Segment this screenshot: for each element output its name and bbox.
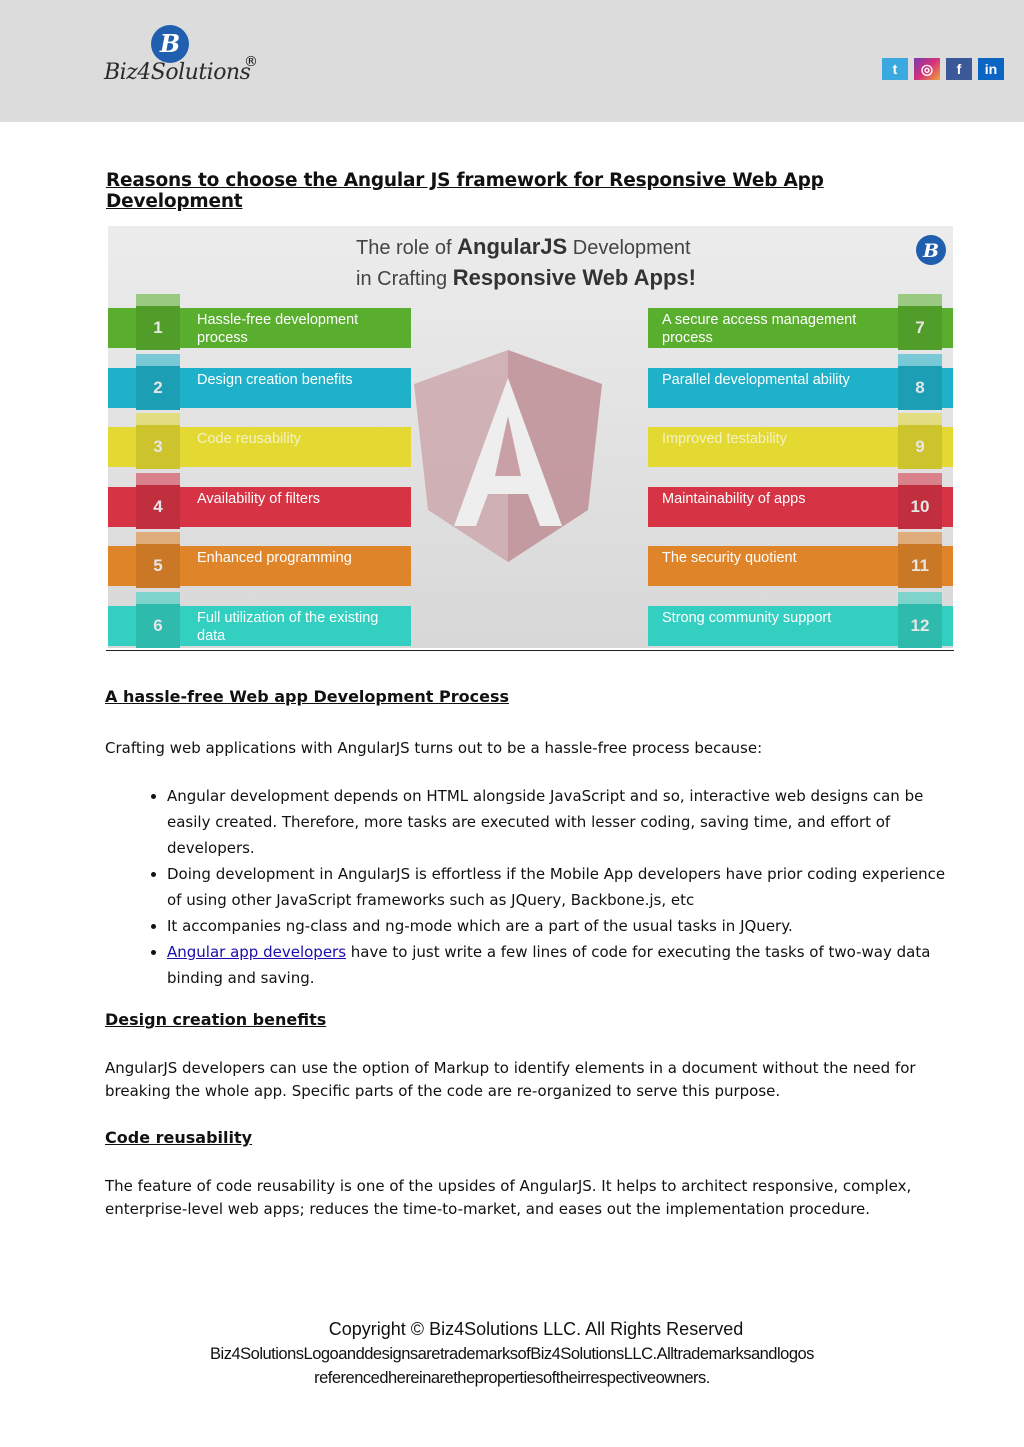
trademark-text-1: Biz4SolutionsLogoanddesignsaretrademarksofBiz4SolutionsLLC.Alltrademarksandlogos [210,1345,814,1363]
biz4solutions-logo[interactable] [104,24,274,94]
heading-l2-bold: Responsive Web Apps! [452,265,696,290]
infographic-item-12 [648,606,953,646]
heading-l1-post: Development [567,237,691,259]
item-label: Availability of filters [197,491,321,507]
instagram-icon[interactable]: ◎ [914,58,940,80]
item-label: Strong community support [662,610,832,626]
item-label: A secure access management process [662,312,857,346]
item-number: 7 [898,306,942,350]
heading-l1-bold: AngularJS [457,234,568,259]
angular-app-developers-link[interactable]: Angular app developers [167,943,347,961]
logo-text: Biz4Solutions [104,60,251,85]
infographic-item-10 [648,487,953,527]
infographic-heading [356,232,696,294]
infographic-item-5 [108,546,411,586]
list-item [167,939,955,991]
item-number: 5 [136,544,180,588]
page-title: Reasons to choose the Angular JS framework for Responsive Web App Development [106,170,824,212]
page-header [0,0,1024,122]
infographic-logo-icon [915,234,947,266]
article-body [105,686,955,1221]
heading-l1-pre: The role of [356,237,458,259]
list-item: • It accompanies ng-class and ng-mode which are a part of the usual tasks in JQuery. [167,913,955,939]
item-number: 4 [136,485,180,529]
item-number: 8 [898,366,942,410]
bullet-list [105,783,955,991]
list-item: • Angular development depends on HTML alongside JavaScript and so, interactive web designs can be easily created. Therefore, more tasks are executed with lesser coding, saving time, and effort of developers. [167,783,955,861]
item-number: 3 [136,425,180,469]
section-heading-design: Design creation benefits [105,1010,327,1029]
infographic-item-8 [648,368,953,408]
facebook-icon[interactable]: f [946,58,972,80]
infographic-item-11 [648,546,953,586]
divider-line [106,650,954,651]
list-item: • Doing development in AngularJS is effortless if the Mobile App developers have prior coding experience of using other JavaScript frameworks such as JQuery, Backbone.js, etc [167,861,955,913]
section-intro: Crafting web applications with AngularJS turns out to be a hassle-free process because: [105,739,763,757]
infographic-item-9 [648,427,953,467]
svg-text:B: B [159,29,181,58]
item-label: Maintainability of apps [662,491,806,507]
section-heading-reusability: Code reusability [105,1128,253,1147]
copyright-text: Copyright © Biz4Solutions LLC. All Rights Reserved [328,1319,744,1339]
svg-text:B: B [922,240,940,262]
logo-b-icon [150,24,190,64]
item-label: Parallel developmental ability [662,372,850,388]
infographic-item-2 [108,368,411,408]
linkedin-icon[interactable]: in [978,58,1004,80]
heading-l2-pre: in Crafting [356,268,453,290]
item-number: 2 [136,366,180,410]
item-number: 12 [898,604,942,648]
section-text-reusability: The feature of code reusability is one of the upsides of AngularJS. It helps to architect responsive, complex, enterprise-level web apps; reduces the time-to-market, and eases out the implementation procedure. [105,1177,912,1218]
item-label: Enhanced programming [197,550,352,566]
trademark-text-2: referencedhereinarethepropertiesoftheirrespectiveowners. [314,1369,710,1387]
item-number: 11 [898,544,942,588]
infographic-item-4 [108,487,411,527]
infographic-item-7 [648,308,953,348]
angularjs-infographic [108,226,953,648]
list-item-text: have to just write a few lines of code for executing the tasks of two-way data binding and saving. [167,943,931,987]
social-links [882,58,1004,80]
item-number: 1 [136,306,180,350]
item-label: The security quotient [662,550,797,566]
section-heading-hassle-free: A hassle-free Web app Development Process [105,687,509,706]
item-label: Code reusability [197,431,301,447]
item-label: Design creation benefits [197,372,353,388]
infographic-item-6 [108,606,411,646]
registered-mark: ® [244,54,258,70]
item-number: 9 [898,425,942,469]
item-label: Full utilization of the existing data [197,610,379,644]
item-number: 10 [898,485,942,529]
page-footer [0,1318,1024,1390]
infographic-item-1 [108,308,411,348]
angular-shield-icon [414,350,602,562]
item-label: Improved testability [662,431,787,447]
section-text-design: AngularJS developers can use the option of Markup to identify elements in a document without the need for breaking the whole app. Specific parts of the code are re-organized to serve this purpose. [105,1059,916,1100]
item-label: Hassle-free development process [197,312,359,346]
item-number: 6 [136,604,180,648]
twitter-icon[interactable]: t [882,58,908,80]
infographic-item-3 [108,427,411,467]
